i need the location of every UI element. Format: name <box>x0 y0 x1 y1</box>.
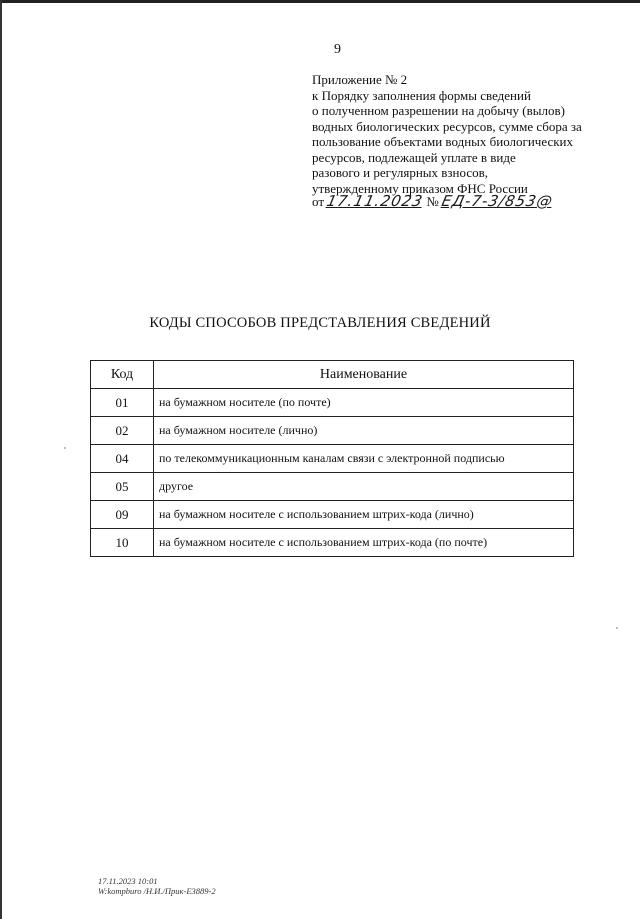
annex-line: пользование объектами водных биологических <box>312 134 573 149</box>
annex-header <box>312 72 632 196</box>
annex-line: к Порядку заполнения формы сведений <box>312 87 531 103</box>
scan-left-edge <box>0 0 2 919</box>
print-footer <box>98 876 216 896</box>
table-row <box>91 445 574 473</box>
row-name: другое <box>154 473 574 501</box>
row-name: на бумажном носителе (по почте) <box>154 389 574 417</box>
table-header-row <box>91 361 574 389</box>
table-row <box>91 501 574 529</box>
row-name: по телекоммуникационным каналам связи с электронной подписью <box>154 445 574 473</box>
header-name: Наименование <box>154 361 574 389</box>
handwritten-date: 17.11.2023 <box>325 192 426 210</box>
row-code: 01 <box>91 389 154 417</box>
scan-speck <box>64 447 66 449</box>
footer-file-path: W:kompburo /Н.И./Прик-Е3889-2 <box>98 886 216 896</box>
row-name: на бумажном носителе с использованием штрих-кода (лично) <box>154 501 574 529</box>
table-row <box>91 389 574 417</box>
row-code: 10 <box>91 529 154 557</box>
page-number: 9 <box>334 42 341 57</box>
number-label: № <box>426 194 439 209</box>
annex-line: утвержденному приказом ФНС России <box>312 180 528 196</box>
row-code: 09 <box>91 501 154 529</box>
table-row <box>91 473 574 501</box>
table-row <box>91 529 574 557</box>
annex-line: ресурсов, подлежащей уплате в виде <box>312 149 516 165</box>
scan-speck <box>616 627 618 629</box>
footer-timestamp: 17.11.2023 10:01 <box>98 876 158 886</box>
row-code: 04 <box>91 445 154 473</box>
row-code: 05 <box>91 473 154 501</box>
document-title: КОДЫ СПОСОБОВ ПРЕДСТАВЛЕНИЯ СВЕДЕНИЙ <box>149 315 491 331</box>
annex-line: о полученном разрешении на добычу (вылов) <box>312 103 565 118</box>
from-label: от <box>312 194 325 209</box>
row-code: 02 <box>91 417 154 445</box>
table-row <box>91 417 574 445</box>
header-code: Код <box>91 361 154 389</box>
handwritten-order-number: ЕД-7-3/853@ <box>440 192 555 210</box>
row-name: на бумажном носителе с использованием штрих-кода (по почте) <box>154 529 574 557</box>
annex-line: Приложение № 2 <box>312 72 408 87</box>
annex-line: разового и регулярных взносов, <box>312 165 488 180</box>
order-reference <box>312 192 553 210</box>
row-name: на бумажном носителе (лично) <box>154 417 574 445</box>
scan-top-edge <box>0 0 640 3</box>
codes-table <box>90 360 574 557</box>
annex-line: водных биологических ресурсов, сумме сбора за <box>312 118 582 134</box>
